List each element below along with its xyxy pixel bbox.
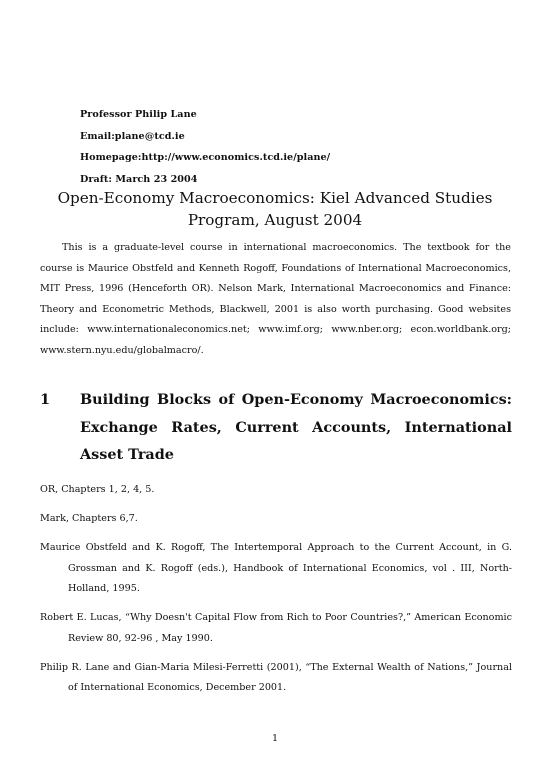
homepage-line: Homepage:http://www.economics.tcd.ie/plane/ bbox=[80, 152, 331, 164]
page-number: 1 bbox=[271, 733, 279, 744]
professor-name: Professor Philip Lane bbox=[80, 109, 197, 120]
reference-item: Mark, Chapters 6,7. bbox=[40, 512, 138, 524]
reference-item: Maurice Obstfeld and K. Rogoff, The Intertemporal Approach to the Current Account, in G. Grossman and K. Rogoff (eds.), Handbook of International Economics, vol . III, North-Holland, 1995. bbox=[40, 541, 512, 595]
email-line: Email:plane@tcd.ie bbox=[80, 130, 185, 142]
reference-list bbox=[40, 480, 512, 707]
draft-date: Draft: March 23 2004 bbox=[80, 174, 198, 186]
reference-item: Robert E. Lucas, “Why Doesn't Capital Flow from Rich to Poor Countries?,” American Economic Review 80, 92-96 , May 1990. bbox=[40, 612, 512, 644]
document-title: Open-Economy Macroeconomics: Kiel Advanced Studies Program, August 2004 bbox=[57, 189, 493, 229]
reference-item: OR, Chapters 1, 2, 4, 5. bbox=[40, 484, 155, 495]
section-number: 1 bbox=[40, 391, 51, 408]
section-heading bbox=[40, 386, 512, 469]
reference-item: Philip R. Lane and Gian-Maria Milesi-Ferretti (2001), “The External Wealth of Nations,” Journal of International Economics, December 2001. bbox=[40, 661, 512, 694]
author-header bbox=[80, 104, 480, 191]
intro-paragraph: This is a graduate-level course in international macroeconomics. The textbook for the course is Maurice Obstfeld and Kenneth Rogoff, Foundations of International Macroeconomics, MIT Press, 1996 (Henceforth OR). Nelson Mark, International Macroeconomics and Finance: Theory and Econometric Methods, Blackwell, 2001 is also worth purchasing. Good websites include: www.internationaleconomics.net; www.imf.org; www.nber.org; econ.worldbank.org; www.stern.nyu.edu/globalmacro/. bbox=[40, 242, 511, 356]
section-title: Building Blocks of Open-Economy Macroeconomics: Exchange Rates, Current Accounts, International Asset Trade bbox=[80, 391, 512, 464]
